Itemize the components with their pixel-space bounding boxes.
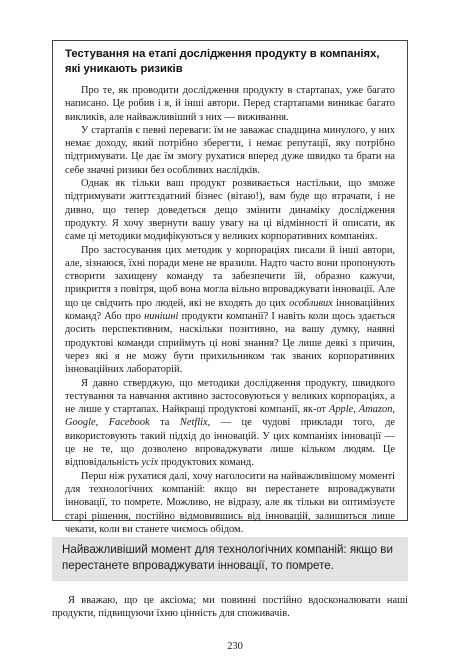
text-run: , xyxy=(392,404,395,416)
sidebar-paragraph xyxy=(65,177,395,243)
italic-run: Netflix xyxy=(179,417,208,429)
italic-run: Facebook xyxy=(108,417,150,429)
sidebar-paragraph xyxy=(65,470,395,536)
text-run: Однак як тільки ваш продукт розвивається настільки, що зможе підтримувати життєздатний бізнес (вітаю!), вам буде що втрачати, і не дивно, що тепер доведеться дещо змінити динаміку дослідження продукту. Я хочу звернути вашу увагу на ці відмінності й описати, як саме ці методики модифікуються у великих корпоративних компаніях. xyxy=(65,178,395,243)
text-run: продуктових команд. xyxy=(158,457,254,469)
sidebar-body xyxy=(65,84,395,536)
text-run: Про те, як проводити дослідження продукту в стартапах, уже багато написано. Це робив і я, й інші автори. Перед стартапами виникає багато викликів, але найважливіший з них — виживання. xyxy=(65,85,395,123)
text-run: Я давно стверджую, що методики дослідження продукту, швидкого тестування та навчання активно застосовуються у великих корпораціях, а не лише у стартапах. Найкращі продуктові компанії, як-от xyxy=(65,377,395,416)
text-run: , xyxy=(95,417,109,429)
main-paragraph: Я вважаю, що це аксіома; ми повинні постійно вдосконалювати наші продукти, підвищуючи їхню цінність для споживачів. xyxy=(52,595,408,620)
sidebar-paragraph xyxy=(65,124,395,177)
text-run: , — це чудові приклади того, де використовують такий підхід до інновацій. У цих компаніях інновації — це не те, що дозволено впроваджувати лише кільком людям. Це відповідальність xyxy=(65,417,396,469)
sidebar-paragraph xyxy=(65,84,395,124)
text-run: та xyxy=(149,417,180,429)
italic-run: Amazon xyxy=(358,404,393,416)
page-number: 230 xyxy=(227,641,243,652)
sidebar-paragraph xyxy=(65,244,395,377)
italic-run: Apple xyxy=(329,404,354,416)
sidebar-title: Тестування на етапі дослідження продукту в компаніях, які уникають ризиків xyxy=(65,48,380,75)
text-run: продукти компанії? І навіть коли щось здається досить перспективним, наскільки позитивно, на вашу думку, наявні продуктові команди сприймуть ці нові знання? Це лише деякі з причин, через які я не можу бути прихильником так званих корпоративних інноваційних лабораторій. xyxy=(65,311,395,376)
sidebar-paragraph xyxy=(65,377,395,470)
italic-run: усіх xyxy=(141,457,159,469)
text-run: У стартапів є певні переваги: їм не заважає спадщина минулого, у них немає доходу, який потрібно зберегти, і немає репутації, яку потрібно підтримувати. Це дає їм змогу рухатися вперед дуже швидко та брати на себе значні ризики без особливих наслідків. xyxy=(65,124,395,176)
italic-run: нинішні xyxy=(144,311,179,323)
text-run: інноваційних команд? Або про xyxy=(65,297,395,323)
italic-run: особливих xyxy=(289,297,333,309)
main-text xyxy=(52,594,408,621)
italic-run: Google xyxy=(65,417,96,429)
text-run: Про застосування цих методик у корпораціях писали й інші автори, але, зізнаюся, їхні поради мене не вразили. Надто часто вони пропонують створити захищену команду та забезпечити їй, образно кажучи, прикриття з повітря, щоб вона могла вільно впроваджувати інновації. Але що це свідчить про людей, які не входять до цих xyxy=(65,244,395,309)
text-run: Перш ніж рухатися далі, хочу наголосити на найважливішому моменті для технологічних компаній: якщо ви перестанете впроваджувати інновації, то помрете. Можливо, не відразу, але як тільки ви оптимізуєте старі рішення, постійно відмовившись від інновацій, залишиться лише чекати, коли ви станете чиємось обідом. xyxy=(65,470,395,535)
sidebar-box xyxy=(52,40,408,535)
pull-quote: Найважливіший момент для технологічних компаній: якщо ви перестанете впроваджувати інновації, то помрете. xyxy=(52,537,408,581)
text-run: , xyxy=(353,404,359,416)
